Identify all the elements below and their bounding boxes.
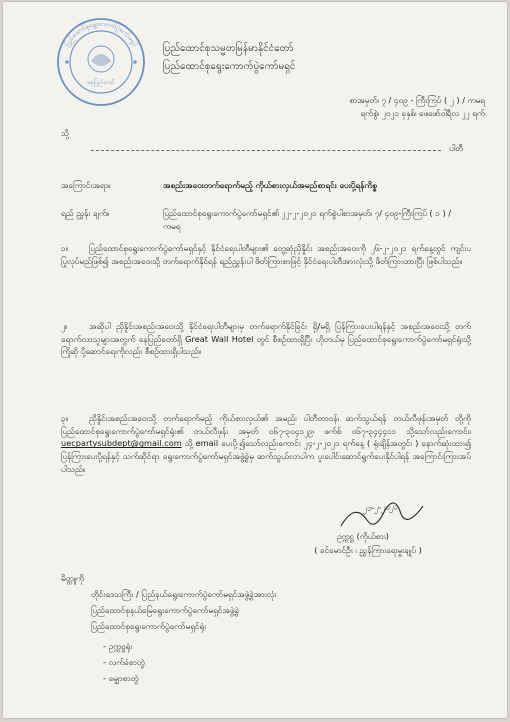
copy-subitem: - မျှောစာတွဲ xyxy=(103,672,139,685)
letterhead xyxy=(163,40,295,75)
copy-recipient: ပြည်ထောင်စုရွေးကောက်ပွဲကော်မရှင်ရုံး xyxy=(91,621,207,631)
signer-name-title: ( ခင်မောင်ဦး ၊ ညွှန်ကြားရေးမှူးချုပ် ) xyxy=(314,545,422,555)
copy-subitem: - လက်ခံစာတွဲ xyxy=(103,656,145,669)
to-label: သို့ xyxy=(61,128,69,138)
party-label: ပါတီ xyxy=(449,143,464,153)
paragraph-number: ၃။ xyxy=(61,413,69,423)
letterhead-country: ပြည်ထောင်စုသမ္မတမြန်မာနိုင်ငံတော် xyxy=(163,43,294,54)
recipient-blank-line xyxy=(91,150,441,151)
paragraph-text: အဆိုပါ ညှိနှိုင်းအစည်းအဝေးသို့ နိုင်ငံရေးပါတီများမှ တက်ရောက်နိုင်ခြင်း ရှိ/မရှိ ပြန်ကြားပေးပါရန်နှင့် အစည်းအဝေးသို့ တက်ရောက်လာသူများအတွက် နေပြည်တော်ရှိ Great Wall Hotel တွင် စီစဉ်ထားရှိပြီး ဟိုတယ်မှ ပြည်ထောင်စုရွေးကောက်ပွဲကော်မရှင်ရုံးသို့ ကြိုဆို ပို့ဆောင်ရေးကိုလည်း စီစဉ်ထားရှိပါသည်။ xyxy=(61,321,471,357)
subject-text: အစည်းအဝေးတက်ရောက်မည့် ကိုယ်စားလှယ်အမည်စာရင်း ပေးပို့ရန်ကိစ္စ xyxy=(163,180,378,190)
signature-date: ၂၁-၂-၂၀၂၁ xyxy=(362,502,399,513)
letter-date: ရက်စွဲ၊ ၂၀၂၁ ခုနှစ်၊ ဖေဖော်ဝါရီလ ၂၂ ရက် xyxy=(360,107,485,118)
letter-number: စာအမှတ်၊ ၇ / ၄၀၉ - ကြီးကြပ် ( ၂ ) / ကမရ xyxy=(349,95,485,105)
paragraph-number: ၂။ xyxy=(61,321,68,331)
paragraph-1 xyxy=(61,242,471,267)
subject-label: အကြောင်းအရာ။ xyxy=(61,180,111,190)
copy-subitem: - ဥက္ကဋ္ဌရုံး xyxy=(103,640,132,653)
paragraph-3 xyxy=(61,412,471,476)
signer-role: ဥက္ကဋ္ဌ (ကိုယ်စား) xyxy=(337,531,389,541)
seal-inner-text: နေပြည်တော် xyxy=(87,80,115,86)
paragraph-2 xyxy=(61,320,471,358)
copies-label: မိတ္တူကို xyxy=(61,573,85,583)
svg-text:ပြည်ထောင်စုရွေးကောက်ပွဲကော်မရှ xyxy=(63,21,139,49)
copy-recipient: ပြည်ထောင်စုနယ်မြေရွေးကောက်ပွဲကော်မရှင်အဖွဲ့ခွဲ xyxy=(91,605,240,615)
copy-recipient: တိုင်းဒေသကြီး / ပြည်နယ်ရွေးကောက်ပွဲကော်မရှင်အဖွဲ့ခွဲအားလုံး xyxy=(91,589,277,599)
paragraph-text: ပြည်ထောင်စုရွေးကောက်ပွဲကော်မရှင်နှင့် နိုင်ငံရေးပါတီများ၏ တွေ့ဆုံညှိနှိုင်း အစည်းအဝေးကို ၂၆-၂-၂၀၂၁ ရက်နေ့တွင် ကျင်းပပြုလုပ်မည်ဖြစ်၍ အစည်းအဝေးသို့ တက်ရောက်နိုင်ရန် ရည်ညွှန်းပါ ဖိတ်ကြားစာဖြင့် နိုင်ငံရေးပါတီအားလုံးသို့ ဖိတ်ကြားထားပြီး ဖြစ်ပါသည်။ xyxy=(61,243,471,266)
paragraph-text: ညှိနှိုင်းအစည်းအဝေးသို့ တက်ရောက်မည့် ကိုယ်စားလှယ်၏ အမည်၊ ပါတီတာဝန်၊ ဆက်သွယ်ရန် တယ်လီဖုန်းအမှတ် တို့ကို ပြည်ထောင်စုရွေးကောက်ပွဲကော်မရှင်ရုံး၏ တယ်လီဖုန်း အမှတ် ၀၆၇-၃၀၄၁၂၉၊ ဖက်စ် ၀၆၇-၃၄၄၄၁၁ သို့သော်လည်းကောင်း၊ xyxy=(61,413,471,436)
paragraph-number: ၁။ xyxy=(61,243,69,253)
letter-page xyxy=(3,2,507,718)
paragraph-text: သို့ email ပေးပို့၍သော်လည်းကောင်း ၂၄-၂-၂၀၂၁ ရက်နေ့ ( ရုံးချိန်အတွင်း ) နောက်ဆုံးထား၍ ပြန်ကြားပေးပို့ရန်နှင့် သက်ဆိုင်ရာ ရွေးကောက်ပွဲကော်မရှင်အဖွဲ့ခွဲမှ ဆက်သွယ်လာပါက ပူးပေါင်းဆောင်ရွက်ပေးနိုင်ပါရန် အကြောင်းကြားအပ်ပါသည်။ xyxy=(61,438,472,474)
reference-note-text: ပြည်ထောင်စုရွေးကောက်ပွဲကော်မရှင်၏ ၂၂-၂-၂၀၂၁ ရက်စွဲပါစာအမှတ်၊ ၇/ ၄၀၉-ကြီးကြပ် ( ၁ ) / ကမရ xyxy=(163,208,452,231)
official-seal-icon xyxy=(55,16,147,108)
reference-block xyxy=(285,94,485,119)
reference-note-label: ရည် ညွှန်း ချက်။ xyxy=(61,208,110,218)
seal-outer-text: ပြည်ထောင်စုရွေးကောက်ပွဲကော်မရှင် xyxy=(63,20,139,48)
letterhead-commission: ပြည်ထောင်စုရွေးကောက်ပွဲကော်မရှင် xyxy=(163,60,296,72)
email-link[interactable]: uecpartysubdept@gmail.com xyxy=(61,438,182,449)
